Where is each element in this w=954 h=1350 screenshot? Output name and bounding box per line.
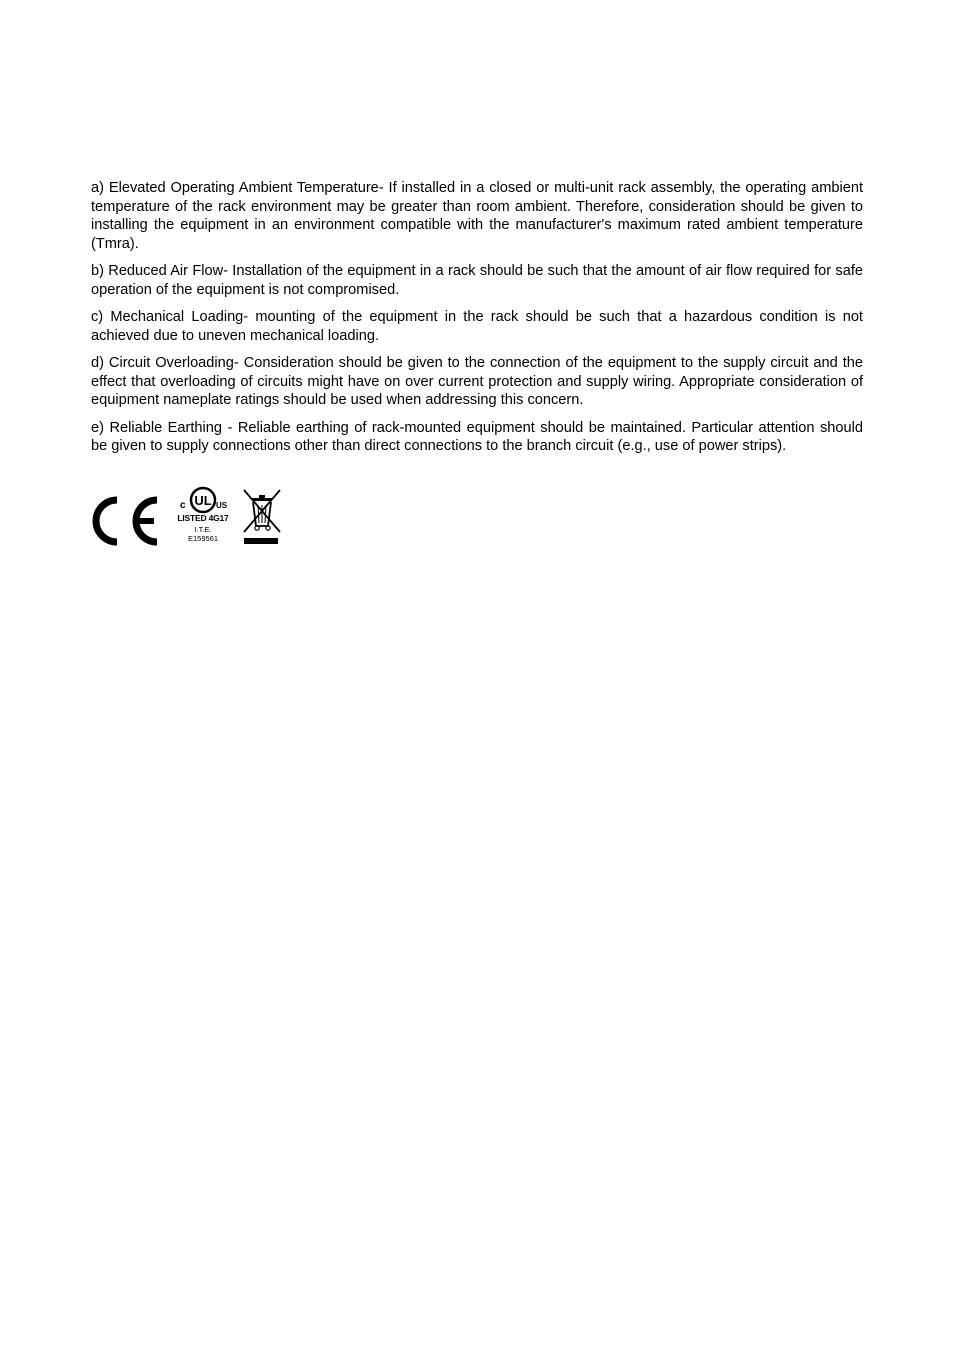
compliance-instructions — [91, 179, 863, 465]
paragraph-reliable-earthing: e) Reliable Earthing - Reliable earthing of rack-mounted equipment should be maintained. Particular attention should be given to supply connections other than direct connections to the branch circuit (e.g., use of power strips). — [91, 419, 863, 454]
ul-us-label: US — [216, 501, 228, 510]
ul-file-number: E159561 — [187, 534, 219, 543]
paragraph-elevated-temperature: a) Elevated Operating Ambient Temperature- If installed in a closed or multi-unit rack assembly, the operating ambient temperature of the rack environment may be greater than room ambient. Therefore, consideration should be given to installing the equipment in an environment compatible with the manufacturer's maximum rated ambient temperature (Tmra). — [91, 180, 863, 252]
ul-listed-mark — [172, 486, 232, 548]
ul-ite-label: I.T.E. — [194, 525, 212, 534]
ul-listed-number: LISTED 4G17 — [177, 513, 229, 523]
ce-mark-icon — [90, 496, 162, 546]
crossed-out-wheelie-bin-icon — [240, 486, 284, 548]
ul-logo-icon — [172, 486, 232, 514]
ul-label: UL — [194, 493, 212, 508]
paragraph-mechanical-loading: c) Mechanical Loading- mounting of the equipment in the rack should be such that a hazardous condition is not achieved due to uneven mechanical loading. — [91, 309, 863, 344]
ul-c-label: c — [180, 500, 186, 511]
paragraph-reduced-air-flow: b) Reduced Air Flow- Installation of the equipment in a rack should be such that the amount of air flow required for safe operation of the equipment is not compromised. — [91, 263, 863, 298]
certification-marks — [90, 486, 290, 548]
paragraph-circuit-overloading: d) Circuit Overloading- Consideration should be given to the connection of the equipment to the supply circuit and the effect that overloading of circuits might have on over current protection and supply wiring. Appropriate consideration of equipment nameplate ratings should be used when addressing this concern. — [91, 355, 863, 408]
